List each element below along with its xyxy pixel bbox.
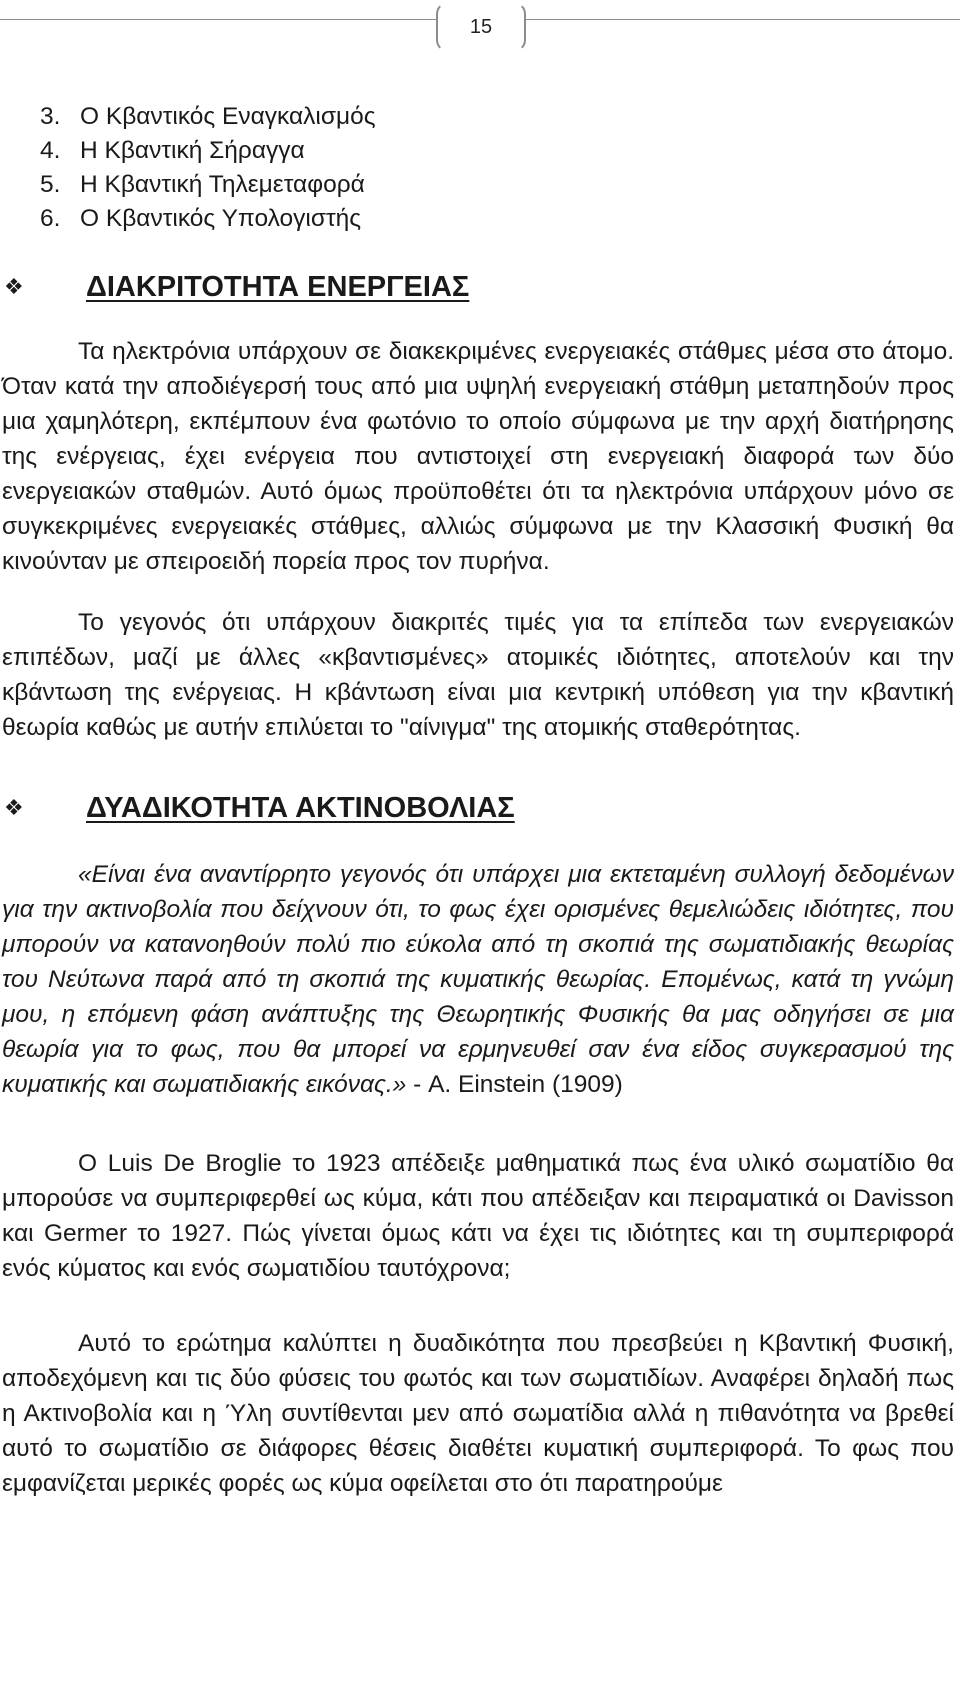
quote-text: «Είναι ένα αναντίρρητο γεγονός ότι υπάρχει μια εκτεταμένη συλλογή δεδομένων για την ακτινοβολία που δείχνουν ότι, το φως έχει ορισμένες θεμελιώδεις ιδιότητες, που μπορούν να κατανοηθούν πολύ πιο εύκολα από τη σκοπιά της σωματιδιακής θεωρίας του Νεύτωνα παρά από τη σκοπιά της κυματικής θεωρίας. Επομένως, κατά τη γνώμη μου, η επόμενη φάση ανάπτυξης της Θεωρητικής Φυσικής θα μας οδηγήσει σε μια θεωρία για το φως, που θα μπορεί να ερμηνευθεί σαν ένα είδος συγκερασμού της κυματικής και σωματιδιακής εικόνας.» <box>2 861 954 1098</box>
einstein-quote <box>2 857 954 1102</box>
page-number-text: 15 <box>469 15 493 38</box>
page-number <box>436 2 526 52</box>
chapter-list <box>2 100 954 236</box>
section-heading-energy-discreteness <box>2 268 954 306</box>
quote-attribution: - A. Einstein (1909) <box>406 1071 623 1098</box>
diamond-bullet-icon: ❖ <box>4 795 24 820</box>
list-item: 3. Ο Κβαντικός Εναγκαλισμός <box>40 103 376 130</box>
section-title: ΔΙΑΚΡΙΤΟΤΗΤΑ ΕΝΕΡΓΕΙΑΣ <box>86 271 470 303</box>
paragraph: Αυτό το ερώτημα καλύπτει η δυαδικότητα που πρεσβεύει η Κβαντική Φυσική, αποδεχόμενη και τις δύο φύσεις του φωτός και των σωματιδίων. Αναφέρει δηλαδή πως η Ακτινοβολία και η Ύλη συντίθενται μεν από σωματίδια αλλά η πιθανότητα να βρεθεί αυτό το σωματίδιο σε διάφορες θέσεις διαθέτει κυματική συμπεριφορά. Το φως που εμφανίζεται μερικές φορές ως κύμα οφείλεται στο ότι παρατηρούμε <box>2 1330 954 1497</box>
diamond-bullet-icon: ❖ <box>4 274 24 299</box>
list-item: 5. Η Κβαντική Τηλεμεταφορά <box>40 171 365 198</box>
paragraph: Τα ηλεκτρόνια υπάρχουν σε διακεκριμένες ενεργειακές στάθμες μέσα στο άτομο. Όταν κατά την αποδιέγερσή τους από μια υψηλή ενεργειακή στάθμη μεταπηδούν προς μια χαμηλότερη, εκπέμπουν ένα φωτόνιο το οποίο σύμφωνα με την αρχή διατήρησης της ενέργειας, έχει ενέργεια που αντιστοιχεί στη ενεργειακή διαφορά των δύο ενεργειακών σταθμών. Αυτό όμως προϋποθέτει ότι τα ηλεκτρόνια υπάρχουν μόνο σε συγκεκριμένες ενεργειακές στάθμες, αλλιώς σύμφωνα με την Κλασσική Φυσική θα κινούνταν με σπειροειδή πορεία προς τον πυρήνα. <box>2 338 954 575</box>
list-item: 4. Η Κβαντική Σήραγγα <box>40 137 305 164</box>
section-title: ΔΥΑΔΙΚΟΤΗΤΑ ΑΚΤΙΝΟΒΟΛΙΑΣ <box>86 792 515 824</box>
paragraph: Το γεγονός ότι υπάρχουν διακριτές τιμές για τα επίπεδα των ενεργειακών επιπέδων, μαζί με άλλες «κβαντισμένες» ατομικές ιδιότητες, αποτελούν και την κβάντωση της ενέργειας. Η κβάντωση είναι μια κεντρική υπόθεση για την κβαντική θεωρία καθώς με αυτήν επιλύεται το "αίνιγμα" της ατομικής σταθερότητας. <box>2 609 954 741</box>
paragraph: Ο Luis De Broglie το 1923 απέδειξε μαθηματικά πως ένα υλικό σωματίδιο θα μπορούσε να συμπεριφερθεί ως κύμα, κάτι που απέδειξαν και πειραματικά οι Davisson και Germer το 1927. Πώς γίνεται όμως κάτι να έχει τις ιδιότητες και τη συμπεριφορά ενός κύματος και ενός σωματιδίου ταυτόχρονα; <box>2 1150 954 1282</box>
document-body <box>2 100 954 1501</box>
section-heading-radiation-duality <box>2 789 954 827</box>
list-item: 6. Ο Κβαντικός Υπολογιστής <box>40 205 362 232</box>
